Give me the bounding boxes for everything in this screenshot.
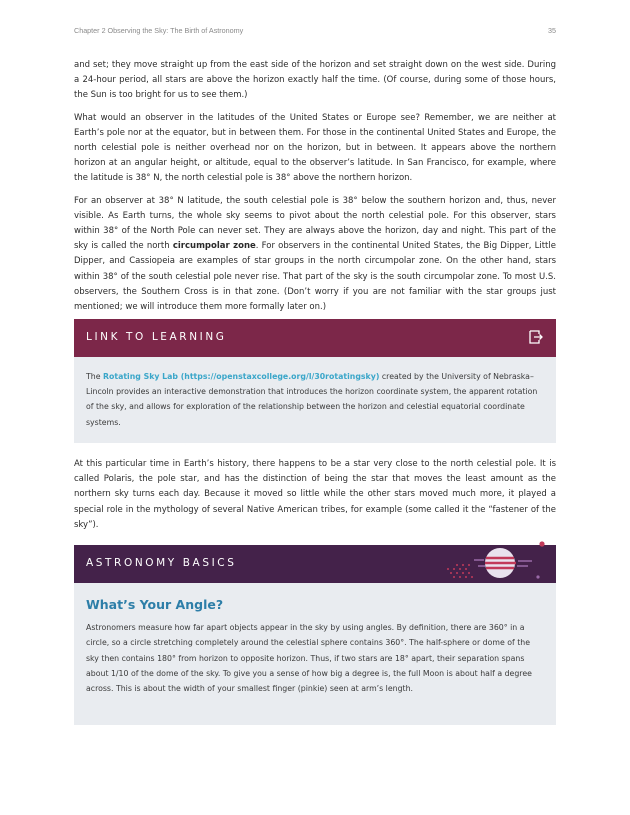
feature-body [74, 357, 556, 442]
page-number: 35 [548, 26, 556, 35]
feature-text-rest: created by the University of Nebraska–Lincoln provides an interactive demonstration that introduces the horizon coordinate system, the apparent rotation of the sky, and allows for exploration of the relationship between the horizon and celestial equatorial coordinate systems. [86, 372, 538, 427]
paragraph-text: For an observer at 38° N latitude, the south celestial pole is 38° below the southern horizon and, thus, never visible. As Earth turns, the whole sky seems to pivot about the north celestial pole. For this observer, stars within 38° of the North Pole can never set. They are always above the horizon, day and night. This part of the sky is called the north [74, 195, 556, 252]
feature-text [86, 369, 544, 430]
feature-body [74, 583, 556, 708]
chapter-title: Chapter 2 Observing the Sky: The Birth of Astronomy [74, 26, 244, 35]
link-to-learning-box [74, 319, 556, 443]
feature-header [74, 319, 556, 357]
feature-title: LINK TO LEARNING [86, 331, 227, 343]
astronomy-basics-box [74, 545, 556, 725]
rotating-sky-lab-link[interactable]: Rotating Sky Lab (https://openstaxcollege.org/l/30rotatingsky) [102, 372, 380, 381]
feature-text: Astronomers measure how far apart objects appear in the sky by using angles. By definition, there are 360° in a circle, so a circle stretching completely around the celestial sphere contains 360°. The half-sphere or dome of the sky then contains 180° from horizon to opposite horizon. Thus, if two stars are 18° apart, their separation spans about 1/10 of the dome of the sky. To give you a sense of how big a degree is, the full Moon is about half a degree across. This is about the width of your smallest finger (pinkie) seen at arm’s length. [86, 623, 532, 694]
planet-illustration [438, 539, 548, 583]
feature-text-prefix: The [86, 372, 103, 381]
paragraph-circumpolar [74, 194, 556, 316]
key-term: circumpolar zone [172, 241, 256, 252]
paragraph: At this particular time in Earth’s history, there happens to be a star very close to the north celestial pole. It is called Polaris, the pole star, and has the distinction of being the star that moves the least amount as the northern sky turns each day. Because it moved so little while the other stars moved much more, it played a special role in the mythology of several Native American tribes, for example (some called it the “fastener of the sky”). [74, 459, 556, 530]
external-link-icon [528, 329, 544, 345]
feature-title: ASTRONOMY BASICS [86, 557, 237, 569]
body-text-polaris [74, 457, 556, 533]
running-head [74, 26, 556, 38]
feature-header [74, 545, 556, 583]
paragraph: What would an observer in the latitudes of the United States or Europe see? Remember, we are neither at Earth’s pole nor at the equator, but in between them. For those in the continental United States and Europe, the north celestial pole is neither overhead nor on the horizon, but in between. It appears above the northern horizon at an angular height, or altitude, equal to the observer’s latitude. In San Francisco, for example, where the latitude is 38° N, the north celestial pole is 38° above the northern horizon. [74, 112, 556, 184]
body-text-top [74, 58, 556, 315]
paragraph: and set; they move straight up from the east side of the horizon and set straight down on the west side. During a 24-hour period, all stars are above the horizon exactly half the time. (Of course, during some of those hours, the Sun is too bright for us to see them.) [74, 60, 556, 101]
paragraph-text: . For observers in the continental United States, the Big Dipper, Little Dipper, and Cassiopeia are examples of star groups in the north circumpolar zone. On the other hand, stars within 38° of the south celestial pole never rise. That part of the sky is the south circumpolar zone. To most U.S. observers, the Southern Cross is in that zone. (Don’t worry if you are not familiar with the star groups just mentioned; we will introduce them more formally later on.) [74, 241, 556, 313]
feature-subtitle: What’s Your Angle? [86, 597, 224, 612]
